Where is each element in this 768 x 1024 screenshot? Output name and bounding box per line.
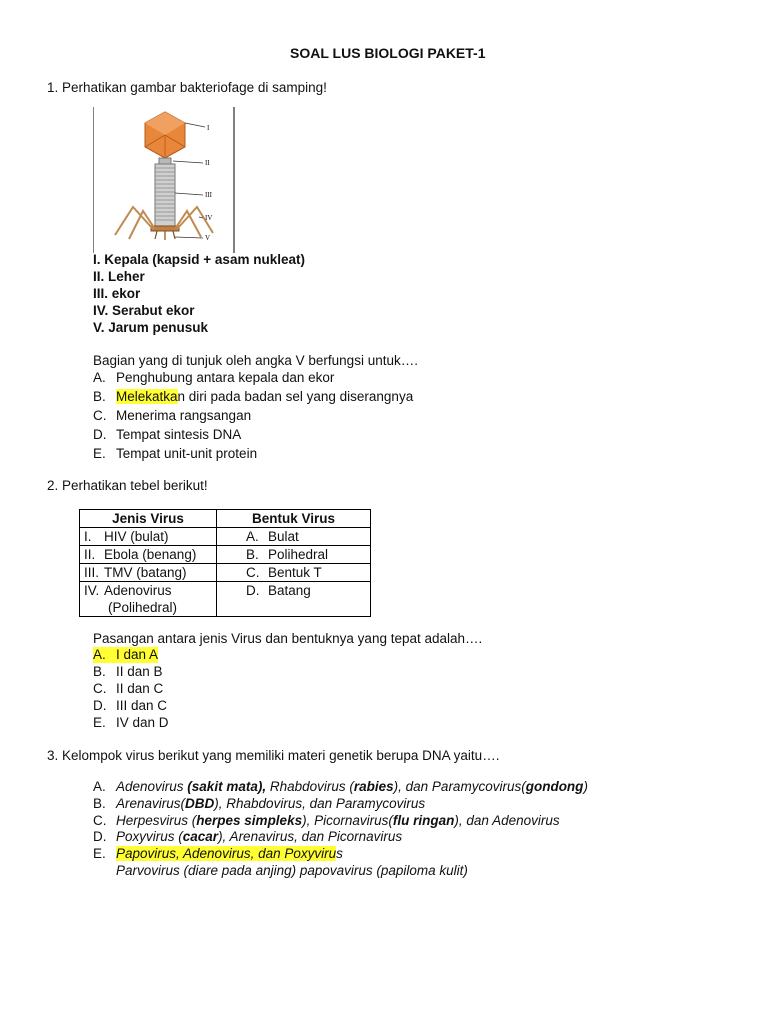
option-letter: E. (93, 846, 106, 861)
option-text: Penghubung antara kepala dan ekor (116, 370, 335, 385)
option-text: Adenovirus (116, 779, 188, 794)
figure-label-iii: III (205, 191, 212, 199)
option-text: II dan B (116, 664, 163, 679)
q3-option-e[interactable] (93, 846, 343, 862)
option-letter: C. (93, 408, 107, 423)
table-cell (80, 546, 217, 564)
virus-shape: Bentuk T (268, 565, 322, 580)
option-text: s (336, 846, 343, 861)
part-label: IV. Serabut ekor (93, 303, 195, 318)
row-letter: A. (246, 529, 259, 544)
figure-label-i: I (207, 124, 210, 132)
figure-label-ii: II (205, 159, 210, 167)
option-text: ), Rhabdovirus, dan Paramycovirus (214, 796, 426, 811)
page-title: SOAL LUS BIOLOGI PAKET-1 (290, 45, 486, 61)
option-text: Tempat sintesis DNA (116, 427, 242, 442)
virus-name: Adenovirus (104, 583, 172, 598)
option-letter: D. (93, 829, 107, 844)
option-text: ), Arenavirus, dan Picornavirus (218, 829, 403, 844)
table-row (80, 528, 371, 546)
q2-question: 2. Perhatikan tebel berikut! (47, 478, 208, 493)
q3-option-d[interactable] (93, 829, 402, 845)
option-text: Menerima rangsangan (116, 408, 252, 423)
table-cell (217, 564, 371, 582)
option-letter: C. (93, 681, 107, 696)
option-text: II dan C (116, 681, 164, 696)
bacteriophage-illustration (93, 107, 235, 253)
virus-name: TMV (batang) (104, 565, 187, 580)
highlighted-answer: Papovirus, Adenovirus, dan Poxyviru (116, 846, 337, 861)
virus-shape: Bulat (268, 529, 299, 544)
option-text: n diri pada badan sel yang diserangnya (177, 389, 414, 404)
q1-option-c[interactable] (93, 408, 251, 424)
row-number: IV. (84, 583, 100, 598)
row-letter: D. (246, 583, 260, 598)
q2-prompt: Pasangan antara jenis Virus dan bentuknya yang tepat adalah…. (93, 631, 483, 646)
option-letter: B. (93, 796, 106, 811)
option-letter: B. (93, 664, 106, 679)
option-letter: C. (93, 813, 107, 828)
virus-name: Ebola (benang) (104, 547, 197, 562)
option-letter: E. (93, 446, 106, 461)
option-text: Tempat unit-unit protein (116, 446, 258, 461)
option-text: IV dan D (116, 715, 169, 730)
virus-shape: Polihedral (268, 547, 329, 562)
option-text-bold: cacar (182, 829, 219, 844)
option-text: Rhabdovirus ( (266, 779, 354, 794)
table-cell (80, 528, 217, 546)
figure-label-iv: IV (205, 214, 213, 222)
option-text: ) (583, 779, 588, 794)
table-row (80, 582, 371, 617)
virus-name-cont: (Polihedral) (108, 600, 178, 615)
table-header: Jenis Virus (80, 510, 217, 528)
figure-label-v: V (205, 234, 211, 242)
q2-option-e[interactable] (93, 715, 169, 731)
virus-shape: Batang (268, 583, 311, 598)
part-label: III. ekor (93, 286, 141, 301)
q2-option-c[interactable] (93, 681, 163, 697)
q3-note: Parvovirus (diare pada anjing) papovavirus (papiloma kulit) (116, 863, 468, 878)
option-text: I dan A (116, 647, 159, 662)
q2-option-a[interactable] (93, 647, 158, 663)
option-letter: B. (93, 389, 106, 404)
q1-option-b[interactable] (93, 389, 413, 405)
virus-table (79, 509, 371, 617)
q3-option-a[interactable] (93, 779, 588, 795)
row-number: III. (84, 565, 100, 580)
option-letter: A. (93, 779, 106, 794)
option-text-bold: herpes simpleks (196, 813, 303, 828)
option-letter: D. (93, 427, 107, 442)
option-text-bold: flu ringan (392, 813, 455, 828)
option-text: Arenavirus( (116, 796, 186, 811)
table-cell (217, 528, 371, 546)
row-number: I. (84, 529, 92, 544)
q1-prompt: Bagian yang di tunjuk oleh angka V berfungsi untuk…. (93, 353, 418, 368)
row-number: II. (84, 547, 96, 562)
option-letter: A. (93, 647, 106, 662)
option-text: ), Picornavirus( (302, 813, 393, 828)
table-cell (80, 564, 217, 582)
table-header-row (80, 510, 371, 528)
table-row (80, 546, 371, 564)
option-text-bold: gondong (525, 779, 584, 794)
option-text-bold: DBD (185, 796, 215, 811)
option-text: Poxyvirus ( (116, 829, 183, 844)
q3-question: 3. Kelompok virus berikut yang memiliki materi genetik berupa DNA yaitu…. (47, 748, 500, 763)
highlighted-text: Melekatka (116, 389, 178, 404)
option-text: Herpesvirus ( (116, 813, 197, 828)
table-cell (80, 582, 217, 617)
row-letter: B. (246, 547, 259, 562)
q3-option-b[interactable] (93, 796, 425, 812)
table-cell (217, 546, 371, 564)
virus-name: HIV (bulat) (104, 529, 169, 544)
table-cell (217, 582, 371, 617)
option-letter: E. (93, 715, 106, 730)
option-text: III dan C (116, 698, 168, 713)
option-text-bold: rabies (353, 779, 394, 794)
q1-option-d[interactable] (93, 427, 241, 443)
q2-option-b[interactable] (93, 664, 163, 680)
option-letter: D. (93, 698, 107, 713)
option-text: ), dan Adenovirus (454, 813, 560, 828)
part-label: I. Kepala (kapsid + asam nukleat) (93, 252, 305, 267)
q3-option-c[interactable] (93, 813, 560, 829)
part-label: V. Jarum penusuk (93, 320, 209, 335)
option-text: ), dan Paramycovirus( (393, 779, 526, 794)
highlighted-answer (93, 647, 158, 663)
table-header: Bentuk Virus (217, 510, 371, 528)
option-text-bold: (sakit mata), (187, 779, 267, 794)
q1-question: 1. Perhatikan gambar bakteriofage di samping! (47, 80, 327, 95)
part-label: II. Leher (93, 269, 145, 284)
option-letter: A. (93, 370, 106, 385)
table-row (80, 564, 371, 582)
row-letter: C. (246, 565, 260, 580)
q1-option-a[interactable] (93, 370, 334, 386)
bacteriophage-figure (93, 107, 235, 253)
q1-option-e[interactable] (93, 446, 257, 462)
q2-option-d[interactable] (93, 698, 167, 714)
